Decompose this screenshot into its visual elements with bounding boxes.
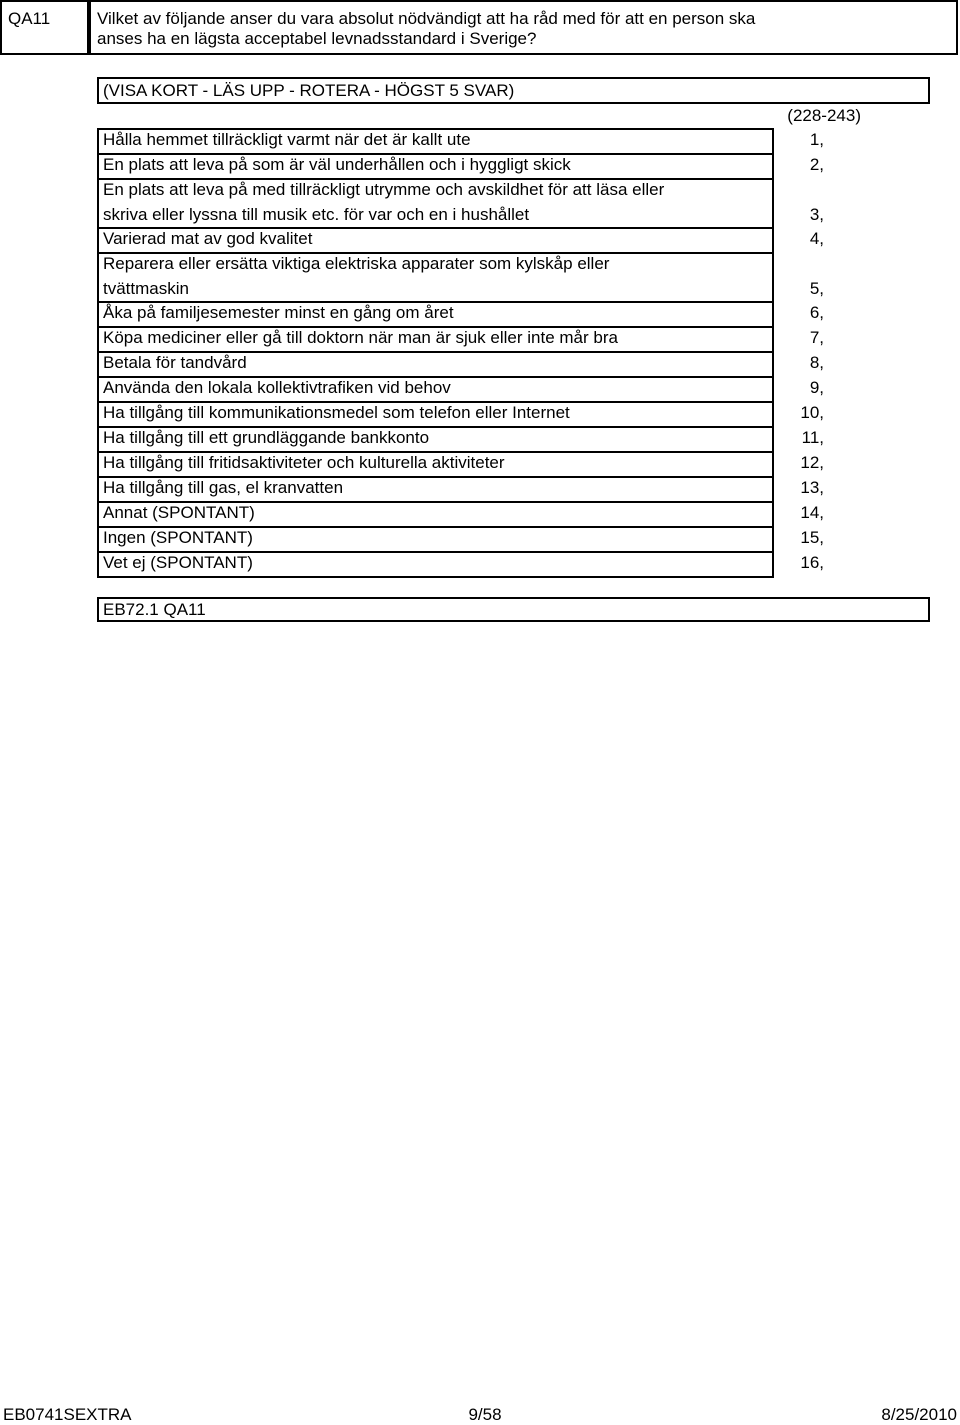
question-text-line2: anses ha en lägsta acceptabel levnadsstandard i Sverige? xyxy=(97,29,537,48)
option-code: 16, xyxy=(800,553,824,572)
option-text: Ha tillgång till kommunikationsmedel som telefon eller Internet xyxy=(103,403,570,422)
question-id-box xyxy=(0,0,89,55)
option-text: Ha tillgång till fritidsaktiviteter och kulturella aktiviteter xyxy=(103,453,505,472)
option-code: 10, xyxy=(800,403,824,422)
footer-left: EB0741SEXTRA xyxy=(3,1405,132,1424)
question-text-box xyxy=(89,0,958,55)
option-text: Ha tillgång till ett grundläggande bankkonto xyxy=(103,428,430,447)
option-code: 2, xyxy=(809,155,824,174)
question-id: QA11 xyxy=(8,9,51,28)
option-text: En plats att leva på med tillräckligt utrymme och avskildhet för att läsa eller xyxy=(103,180,665,199)
option-code: 11, xyxy=(801,428,824,447)
column-range: (228-243) xyxy=(787,106,861,125)
variable-ref-box xyxy=(97,597,930,622)
option-text: En plats att leva på som är väl underhållen och i hyggligt skick xyxy=(103,155,571,174)
option-code: 1, xyxy=(809,130,824,149)
option-code: 13, xyxy=(800,478,824,497)
option-code: 8, xyxy=(809,353,824,372)
option-text: Ha tillgång till gas, el kranvatten xyxy=(103,478,344,497)
option-code: 5, xyxy=(809,279,824,298)
option-text: Åka på familjesemester minst en gång om året xyxy=(103,303,454,322)
option-code: 15, xyxy=(800,528,824,547)
option-code: 6, xyxy=(809,303,824,322)
option-code: 12, xyxy=(800,453,824,472)
option-text: Varierad mat av god kvalitet xyxy=(103,229,313,248)
question-text-line1: Vilket av följande anser du vara absolut nödvändigt att ha råd med för att en person ska xyxy=(97,9,756,28)
option-code: 9, xyxy=(809,378,824,397)
option-code: 14, xyxy=(800,503,824,522)
option-text: Ingen (SPONTANT) xyxy=(103,528,253,547)
option-code: 3, xyxy=(809,205,824,224)
option-text: Köpa mediciner eller gå till doktorn när man är sjuk eller inte mår bra xyxy=(103,328,618,347)
variable-ref: EB72.1 QA11 xyxy=(103,600,206,619)
option-text: Reparera eller ersätta viktiga elektriska apparater som kylskåp eller xyxy=(103,254,610,273)
footer-right: 8/25/2010 xyxy=(881,1405,957,1424)
option-code: 4, xyxy=(809,229,824,248)
instruction-text: (VISA KORT - LÄS UPP - ROTERA - HÖGST 5 SVAR) xyxy=(103,81,515,100)
footer-center: 9/58 xyxy=(468,1405,502,1424)
option-text: Vet ej (SPONTANT) xyxy=(103,553,253,572)
option-text: Betala för tandvård xyxy=(103,353,247,372)
instruction-box xyxy=(97,77,930,104)
option-text: Hålla hemmet tillräckligt varmt när det är kallt ute xyxy=(103,130,471,149)
option-text: Använda den lokala kollektivtrafiken vid behov xyxy=(103,378,451,397)
option-text: Annat (SPONTANT) xyxy=(103,503,255,522)
option-text-line2: skriva eller lyssna till musik etc. för var och en i hushållet xyxy=(103,205,530,224)
option-code: 7, xyxy=(809,328,824,347)
option-text-line2: tvättmaskin xyxy=(103,279,189,298)
